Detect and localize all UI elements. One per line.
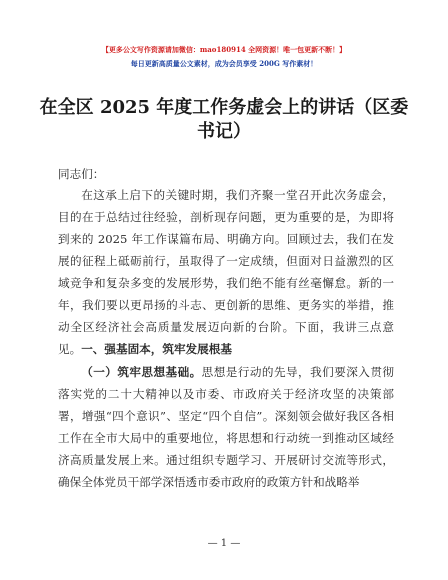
promo-line-2: 每日更新高质量公文素材，成为会员享受 200G 写作素材！ (130, 59, 318, 68)
promo-banner (0, 45, 448, 68)
intro-paragraph: 在这承上启下的关键时期，我们齐聚一堂召开此次务虚会，目的在于总结过往经验，剖析现存问题，更为重要的是，为即将到来的 2025 年工作谋篇布局、明确方向。回顾过去，我们在发展的征程上砥砺前行，虽取得了一定成绩，但面对日益激烈的区域竞争和复杂多变的发展形势，我们绝不能有丝毫懈怠。新的一年，我们要以更昂扬的斗志、更创新的思维、更务实的举措，推动全区经济社会高质量发展迈向新的台阶。下面，我讲三点意见。 (58, 188, 394, 356)
document-title: 在全区 2025 年度工作务虚会上的讲话（区委书记） (39, 97, 409, 142)
subsection-paragraph (58, 361, 394, 493)
promo-line-1: 【更多公文写作资源请加微信：mao180914 全网资源！唯一包更新不断！】 (101, 45, 347, 54)
salutation: 同志们： (58, 167, 105, 181)
section-heading: 一、强基固本，筑牢发展根基 (81, 342, 232, 356)
page-number: — 1 — (207, 538, 241, 549)
subsection-lead: （一）筑牢思想基础。 (81, 365, 202, 379)
subsection-text: 思想是行动的先导，我们要深入贯彻落实党的二十大精神以及市委、市政府关于经济攻坚的决策部署，增强“四个意识”、坚定“四个自信”。深刻领会做好我区各相工作在全市大局中的重要地位，将思想和行动统一到推动区域经济高质量发展上来。通过组织专题学习、开展研讨交流等形式，确保全体党员干部学深悟透市委市政府的政策方针和战略举 (58, 365, 394, 489)
